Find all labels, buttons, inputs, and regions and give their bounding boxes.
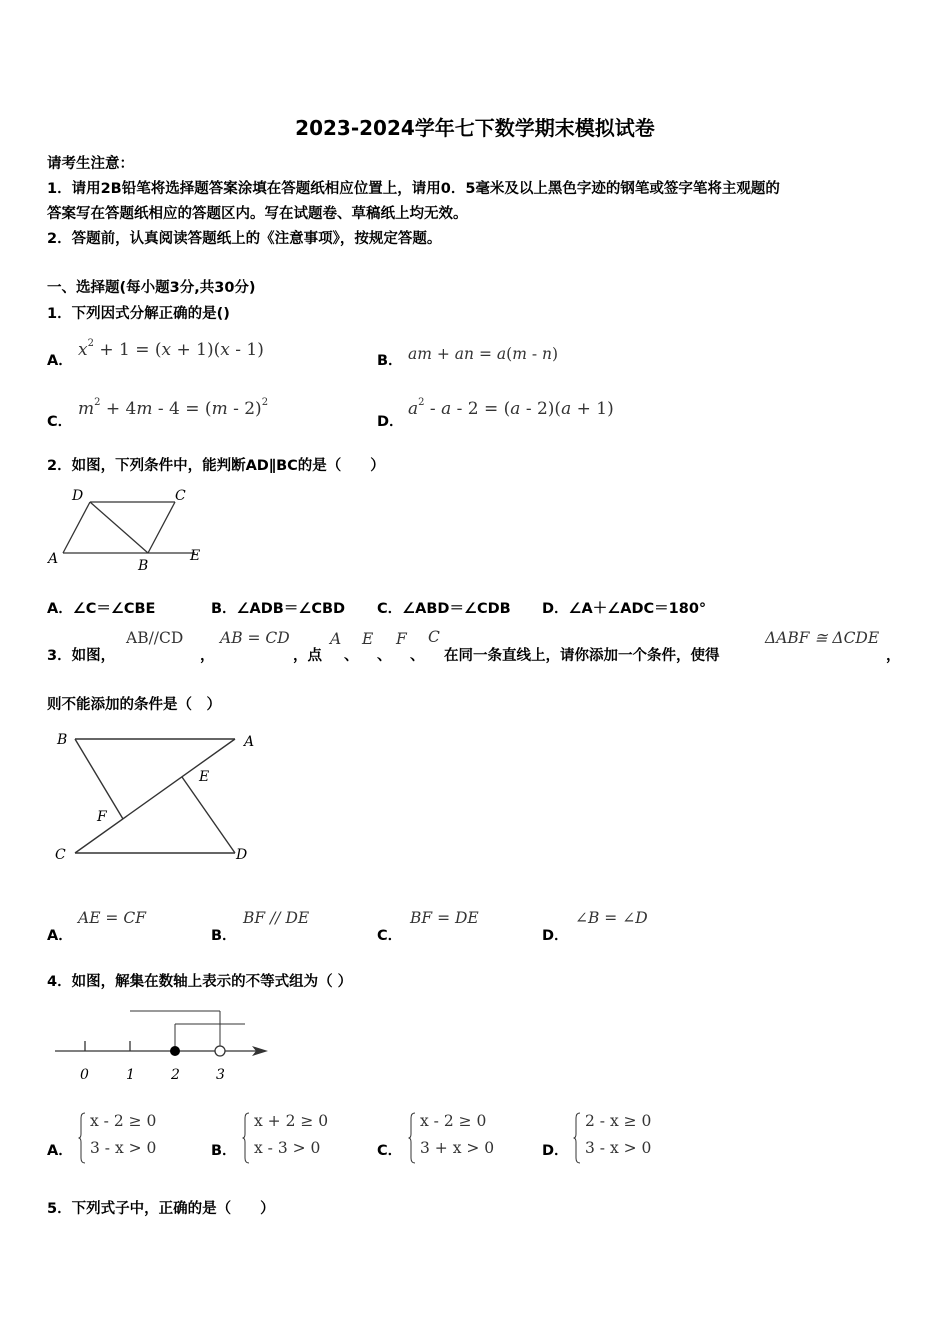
q4-option-a-label: A． [47, 1143, 73, 1159]
segment-db [90, 502, 148, 553]
label-e: E [199, 769, 210, 785]
page-title: 2023-2024学年七下数学期末模拟试卷 [295, 116, 655, 140]
brace-icon [78, 1112, 86, 1164]
q3-sep-3: 、 [410, 648, 425, 664]
question-2-stem: 2．如图，下列条件中，能判断AD∥BC的是（ ） [47, 458, 385, 474]
q3-point-f: F [396, 630, 407, 648]
q4-option-d-label: D． [542, 1143, 569, 1159]
label-a: A [244, 734, 255, 750]
brace-icon [242, 1112, 250, 1164]
q3-option-c-label: C． [377, 928, 403, 944]
system-line-1: x - 2 ≥ 0 [90, 1112, 157, 1130]
tick-label-3: 3 [216, 1067, 225, 1083]
segment-ad [63, 502, 90, 553]
q2-option-b: B．∠ADB＝∠CBD [211, 601, 346, 617]
segment-bf [75, 739, 123, 819]
q4-option-c-label: C． [377, 1143, 403, 1159]
question-5-stem: 5．下列式子中，正确的是（ ） [47, 1201, 275, 1217]
q4-option-d-system [573, 1112, 663, 1166]
q2-option-a: A．∠C＝∠CBE [47, 601, 156, 617]
q4-option-a-system [78, 1112, 168, 1166]
hollow-point-3 [215, 1046, 225, 1056]
brace-icon [573, 1112, 581, 1164]
q3-dot-text: ，点 [293, 648, 322, 664]
question-1-stem: 1．下列因式分解正确的是() [47, 306, 230, 322]
question-3-stem-line-2: 则不能添加的条件是（ ） [47, 697, 221, 713]
q3-option-c-math: BF = DE [410, 909, 479, 927]
q2-parallelogram-figure [45, 484, 215, 574]
q1-option-a-math: $x^2 + 1 = (x + 1)(x - 1)$ [78, 338, 264, 360]
system-line-2: 3 + x > 0 [420, 1139, 495, 1157]
label-d: D [236, 847, 248, 863]
q1-option-c-label: C． [47, 414, 73, 430]
notice-line-3: 2．答题前，认真阅读答题纸上的《注意事项》，按规定答题。 [47, 231, 442, 247]
q3-option-b-math: BF // DE [243, 909, 310, 927]
q2-option-c: C．∠ABD＝∠CDB [377, 601, 511, 617]
q3-point-c: C [428, 628, 440, 646]
question-4-stem: 4．如图，解集在数轴上表示的不等式组为（ ） [47, 974, 353, 990]
q3-option-a-math: AE = CF [78, 909, 146, 927]
q3-point-e: E [362, 630, 374, 648]
q1-option-b-label: B． [377, 353, 403, 369]
system-line-2: 3 - x > 0 [90, 1139, 157, 1157]
q3-condition-parallel: AB//CD [126, 629, 184, 647]
label-b: B [57, 732, 68, 748]
segment-ca [75, 739, 235, 853]
q2-option-d: D．∠A＋∠ADC＝180° [542, 601, 707, 617]
label-f: F [97, 809, 107, 825]
q3-comma-1: ， [200, 648, 215, 664]
q3-condition-equal: AB = CD [220, 629, 290, 647]
label-b: B [138, 558, 149, 574]
q3-end-comma: ， [886, 648, 901, 664]
q3-point-a: A [330, 630, 342, 648]
q4-option-b-label: B． [211, 1143, 237, 1159]
q1-option-d-math: $a^2 - a - 2 = (a - 2)(a + 1)$ [408, 397, 614, 419]
q3-stem-mid: 在同一条直线上，请你添加一个条件，使得 [444, 648, 720, 664]
label-d: D [72, 488, 84, 504]
notice-line-2: 答案写在答题纸相应的答题区内。写在试题卷、草稿纸上均无效。 [47, 206, 468, 222]
q1-option-b-math: am + an = a(m - n) [408, 345, 559, 363]
tick-label-0: 0 [80, 1067, 89, 1083]
q3-triangles-figure [45, 725, 265, 870]
q3-sep-1: 、 [344, 648, 359, 664]
q3-option-a-label: A． [47, 928, 73, 944]
q3-sep-2: 、 [377, 648, 392, 664]
q3-congruence: ΔABF ≅ ΔCDE [765, 629, 880, 647]
q4-number-line [50, 1003, 280, 1088]
question-3-stem-prefix: 3．如图， [47, 648, 116, 664]
q3-option-b-label: B． [211, 928, 237, 944]
solid-point-2 [170, 1046, 180, 1056]
label-c: C [55, 847, 66, 863]
tick-label-1: 1 [126, 1067, 135, 1083]
segment-bc [148, 502, 175, 553]
system-line-1: x - 2 ≥ 0 [420, 1112, 487, 1130]
q3-option-d-math: ∠B = ∠D [575, 909, 648, 927]
system-line-2: 3 - x > 0 [585, 1139, 652, 1157]
q3-option-d-label: D． [542, 928, 569, 944]
segment-de [182, 777, 235, 853]
q1-option-a-label: A． [47, 353, 73, 369]
label-e: E [190, 548, 201, 564]
tick-label-2: 2 [171, 1067, 180, 1083]
q4-option-b-system [242, 1112, 332, 1166]
notice-heading: 请考生注意： [47, 156, 134, 172]
q1-option-d-label: D． [377, 414, 404, 430]
label-c: C [175, 488, 186, 504]
system-line-1: x + 2 ≥ 0 [254, 1112, 329, 1130]
label-a: A [48, 551, 59, 567]
notice-line-1: 1．请用2B铅笔将选择题答案涂填在答题纸相应位置上，请用0．5毫米及以上黑色字迹的钢笔或签字笔将主观题的 [47, 181, 780, 197]
brace-icon [408, 1112, 416, 1164]
system-line-2: x - 3 > 0 [254, 1139, 321, 1157]
q1-option-c-math: $m^2 + 4m - 4 = (m - 2)^2$ [78, 397, 269, 419]
q4-option-c-system [408, 1112, 498, 1166]
system-line-1: 2 - x ≥ 0 [585, 1112, 652, 1130]
section-heading: 一、选择题(每小题3分,共30分) [47, 280, 256, 296]
